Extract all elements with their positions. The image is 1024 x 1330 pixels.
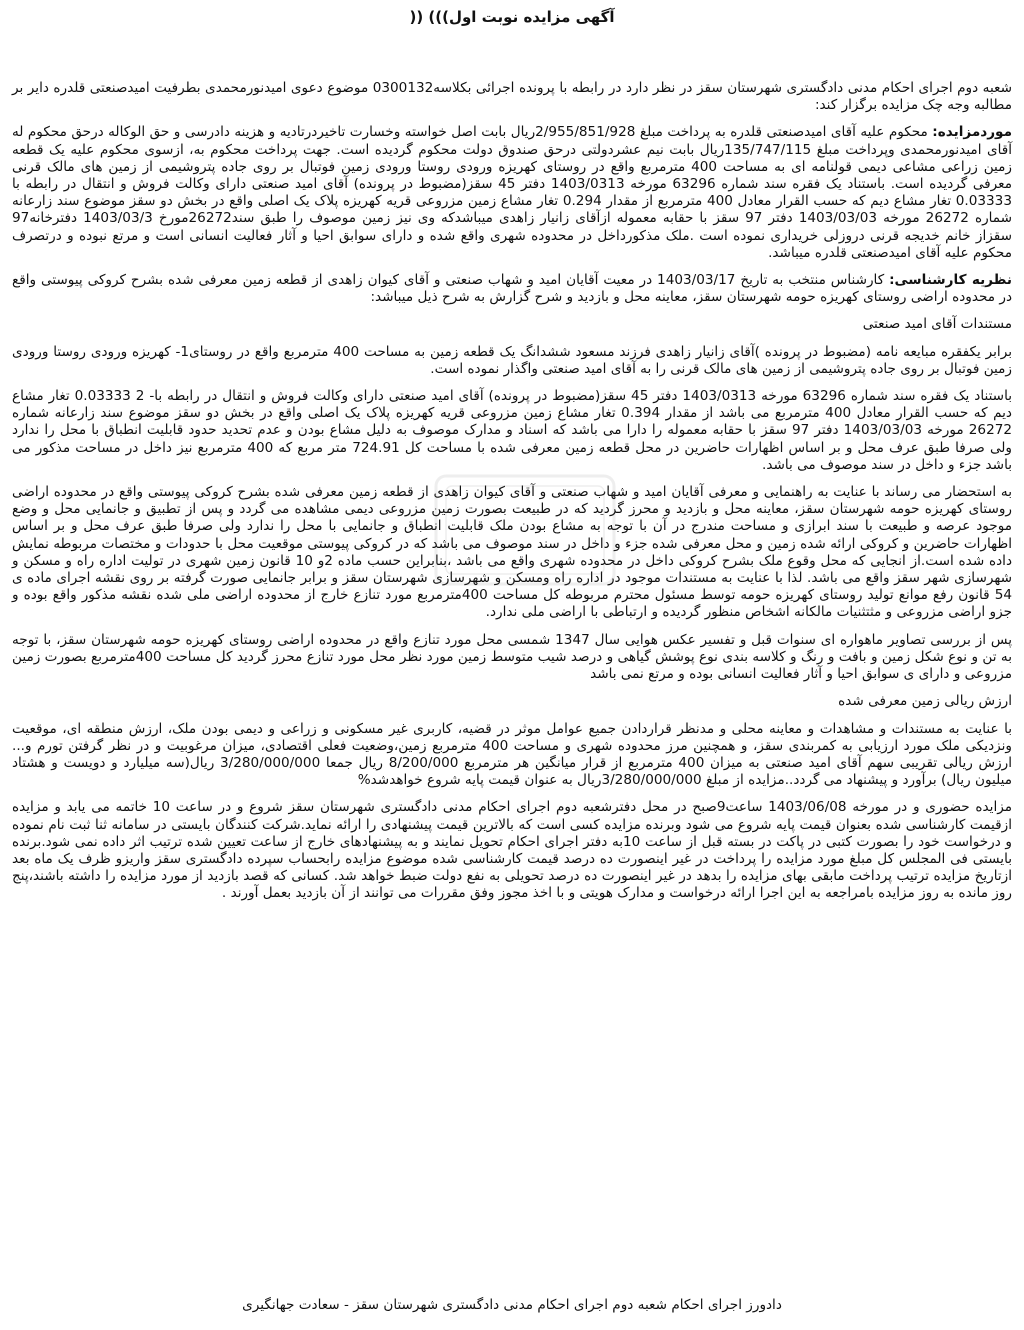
expert-opinion-paragraph	[12, 272, 1012, 306]
notice-title: آگهی مزایده نوبت اول))) ((	[409, 8, 615, 26]
aerial-photo-paragraph: پس از بررسی تصاویر ماهواره ای سنوات قبل و تفسیر عکس هوایی سال 1347 شمسی محل مورد تنازع واقع در محدوده اراضی روستای کهریزه حومه شهرستان سقز، با توجه به تن و نوع شکل زمین و بافت و رنگ و کلاسه بندی نوع پوشش گیاهی و درصد شیب متوسط زمین مورد نظر محل مورد تنازع محرز گردید کل مساحت 400مترمربع بصورت زمین مزروعی و دارای ی سوابق احیا و آثار فعالیت انسانی بوده و مرتع نمی باشد	[12, 631, 1012, 683]
auction-subject-label: موردمزایده:	[932, 124, 1012, 141]
document-item-2: باستناد یک فقره سند شماره 63296 مورخه 1403/0313 دفتر 45 سقز(مضبوط در پرونده) آقای امید صنعتی دارای وکالت فروش و انتقال در رابطه با- 2 0.03333 تغار مشاع دیم که حسب القرار معادل 400 مترمربع می باشد از مقدار 0.394 تغار مشاع زمین مزروعی قریه کهریزه پلاک یک اصلی واقع در بخش دو سقز موضوع سند زارعانه شماره 26272 مورخه 1403/03/03 دفتر 97 سقز با حقابه معموله را دارا می باشد که اسناد و مدارک موصوف به دلیل مشاع بودن و عدم تحدید حدود قابلیت انطباق با محل را ندارد ولی صرفا طبق عرف محل و بر اساس اظهارات حاضرین در محل قطعه زمین معرفی شده با مساحت کل 724.91 متر مربع که 400 مترمربع نیز داخل در مساحت مذکور می باشد جزء و داخل در سند موصوف می باشد.	[12, 388, 1013, 473]
auction-subject-text: محکوم علیه آقای امیدصنعتی قلدره به پرداخت مبلغ 2/955/851/928ریال بابت اصل خواسته وخسارت تاخیردرتادیه و هزینه دادرسی و حق الوکاله درحق محکوم له آقای امیدنورمحمدی وپرداخت مبلغ 135/747/115ریال بابت نیم عشردولتی درحق صندوق دولت محکوم گردیده است. جهت پرداخت محکوم به، ازسوی محکوم علیه یک قطعه زمین زراعی مشاعی دیمی قولنامه ای به مساحت 400 مترمربع واقع در روستای کهریزه ورودی روستا ورودی زمین فوتبال بر روی جاده پتروشیمی از زمین های مالک قرنی معرفی گردیده است. باستناد یک فقره سند شماره 63296 مورخه 1403/0313 دفتر 45 سقز(مضبوط در پرونده) آقای امید صنعتی دارای وکالت فروش و انتقال در رابطه با 0.03333 تغار مشاع دیم که حسب القرار معادل 400 مترمربع از مقدار 0.294 تغار مشاع زمین مزروعی قریه کهریزه پلاک یک اصلی واقع در بخش دو سقز موضوع سند زارعانه شماره 26272 مورخه 1403/03/03 دفتر 97 سقز با حقابه معموله ازآقای زانیار زاهدی میباشدکه وی نیز زمین موصوف را طبق سند26272مورخ 1403/03/3 دفترخانه97 سقزاز خانم خدیجه قرنی دروزلی خریداری نموده است .ملک مذکورداخل در محدوده شهری واقع شده و دارای سوابق احیا و آثار فعالیت انسانی است و مرتع نبوده و درتصرف محکوم علیه آقای امیدصنعتی قلدره میباشد.	[12, 124, 1013, 261]
auction-subject-paragraph	[12, 124, 1012, 262]
expert-opinion-label: نظریه کارشناسی:	[889, 272, 1012, 289]
intro-paragraph: شعبه دوم اجرای احکام مدنی دادگستری شهرستان سقز در نظر دارد در رابطه با پرونده اجرائی بکلاسه0300132 موضوع دعوی امیدنورمحمدی بطرفیت امیدصنعتی قلدره دایر بر مطالبه وجه چک مزایده برگزار کند:	[12, 80, 1013, 114]
document-item-1: برابر یکفقره مبایعه نامه (مضبوط در پرونده )آقای زانیار زاهدی فرزند مسعود ششدانگ یک قطعه زمین به مساحت 400 مترمربع واقع در روستای1- کهریزه ورودی روستا ورودی زمین فوتبال بر روی جاده پتروشیمی از زمین های مالک قرنی را به آقای امید صنعتی واگذار نموده است.	[12, 343, 1012, 377]
site-inspection-paragraph: به استحضار می رساند با عنایت به راهنمایی و معرفی آقایان امید و شهاب صنعتی و آقای کیوان زاهدی از قطعه زمین معرفی شده بشرح کروکی پیوستی واقع در محدوده اراضی روستای کهریزه حومه شهرستان سقز، معاینه محل و بازدید و محرز گردید که در طبیعت بصورت زمین مزروعی دیمی مشاهده می گردد و پس از تطبیق و جانمایی محل و وضع موجود عرصه و طبیعت با سند ابرازی و مساحت مندرج در آن با توجه به مشاع بودن ملک قابلیت انطباق و جانمایی با محل را ندارد ولی صرفا طبق عرف محل و بر اساس اظهارات حاضرین و کروکی ارائه شده زمین و محل معرفی شده جزء و داخل در سند موصوف می باشد که در کروکی پیوستی موقعیت محل با حدودات و مختصات مربوطه نمایش داده شده است.از انجایی که محل وقوع ملک بشرح کروکی داخل در محدوده شهری واقع می باشد ،بنابراین حسب ماده 2و 10 قانون زمین شهری در تولیت اداره راه و مسکن و شهرسازی شهر سقز واقع می باشد. لذا با عنایت به مستندات موجود در اداره راه ومسکن و شهرسازی شهرستان سقز و برابر جانمایی صورت گرفته بر روی نقشه اجرای ماده ی 54 قانون رفع موانع تولید روستای کهریزه حومه توسط مسئول محترم مربوطه کل مساحت 400مترمربع مورد تنازع خارج از محدوده اراضی ملی شده نقشه مذکور واقع بوده و جزو اراضی مزروعی و مثتثنیات مالکانه اشخاص منظور گردیده و ارتباطی با اراضی ملی ندارد.	[12, 484, 1013, 621]
auction-terms-paragraph: مزایده حضوری و در مورخه 1403/06/08 ساعت9صبح در محل دفترشعبه دوم اجرای احکام مدنی دادگستری شهرستان سقز شروع و در ساعت 10 خاتمه می یابد و مزایده ازقیمت کارشناسی شده بعنوان قیمت پایه شروع می شود وبرنده مزایده کسی است که بالاترین قیمت پیشنهادی را ارائه نماید.شرکت کنندگان بایستی در سامانه ثنا ثبت نام نموده و درخواست خود را بصورت کتبی در پاکت در بسته قبل از ساعت 10به دفتر اجرای احکام تحویل نمایند و به پیشنهادهای خارج از ساعت تعیین شده ترتیب اثر داده نمی شود.برنده بایستی فی المجلس کل مبلغ مورد مزایده را پرداخت در غیر اینصورت ده درصد قیمت کارشناسی شده موضوع مزایده رابحساب سپرده دادگستری سقز واریزو ظرف یک ماه بعد ازتاریخ مزایده ترتیب پرداخت مابقی بهای مزایده را بدهد در غیر اینصورت ده درصد تحویلی به نفع دولت ضبط خواهد شد. کسانی که قصد بازدید از مورد مزایده را داشته باشند،پنج روز مانده به روز مزایده بامراجعه به این اجرا ارائه درخواست و مدارک هویتی و با اخذ مجوز وفق مقررات می توانند از آن بازدید بعمل آورند .	[12, 799, 1013, 902]
valuation-paragraph: با عنایت به مستندات و مشاهدات و معاینه محلی و مدنظر قراردادن جمیع عوامل موثر در قضیه، کاربری غیر مسکونی و زراعی و دیمی بودن ملک، ارزش منطقه ای، موقعیت ونزدیکی ملک مورد ارزیابی به کمربندی سقز، و همچنین مرز محدوده شهری و مساحت 400 مترمربع زمین،وضعیت فعلی اقتصادی، میزان مرغوبیت و در نظر گرفتن تورم و... ارزش ریالی تقریبی سهم آقای امید صنعتی به میزان 400 مترمربع از قرار میانگین هر مترمربع 8/200/000 ریال جمعا 3/280/000/000 ریال(سه میلیارد و دویست و هشتاد میلیون ریال) برآورد و پیشنهاد می گردد..مزایده از مبلغ 3/280/000/000ریال به عنوان قیمت پایه شروع خواهدشد%	[12, 720, 1013, 789]
documents-heading: مستندات آقای امید صنعتی	[862, 316, 1012, 333]
expert-opinion-text: کارشناس منتخب به تاریخ 1403/03/17 در معیت آقایان امید و شهاب صنعتی و آقای کیوان زاهدی از قطعه زمین معرفی شده بشرح کروکی پیوستی واقع در محدوده اراضی روستای کهریزه حومه شهرستان سقز، معاینه محل و بازدید و شرح گزارش به شرح ذیل میباشد:	[12, 272, 1012, 306]
value-heading: ارزش ریالی زمین معرفی شده	[838, 693, 1012, 710]
signature-footer: دادورز اجرای احکام شعبه دوم اجرای احکام مدنی دادگستری شهرستان سقز - سعادت جهانگیری	[242, 1297, 782, 1313]
